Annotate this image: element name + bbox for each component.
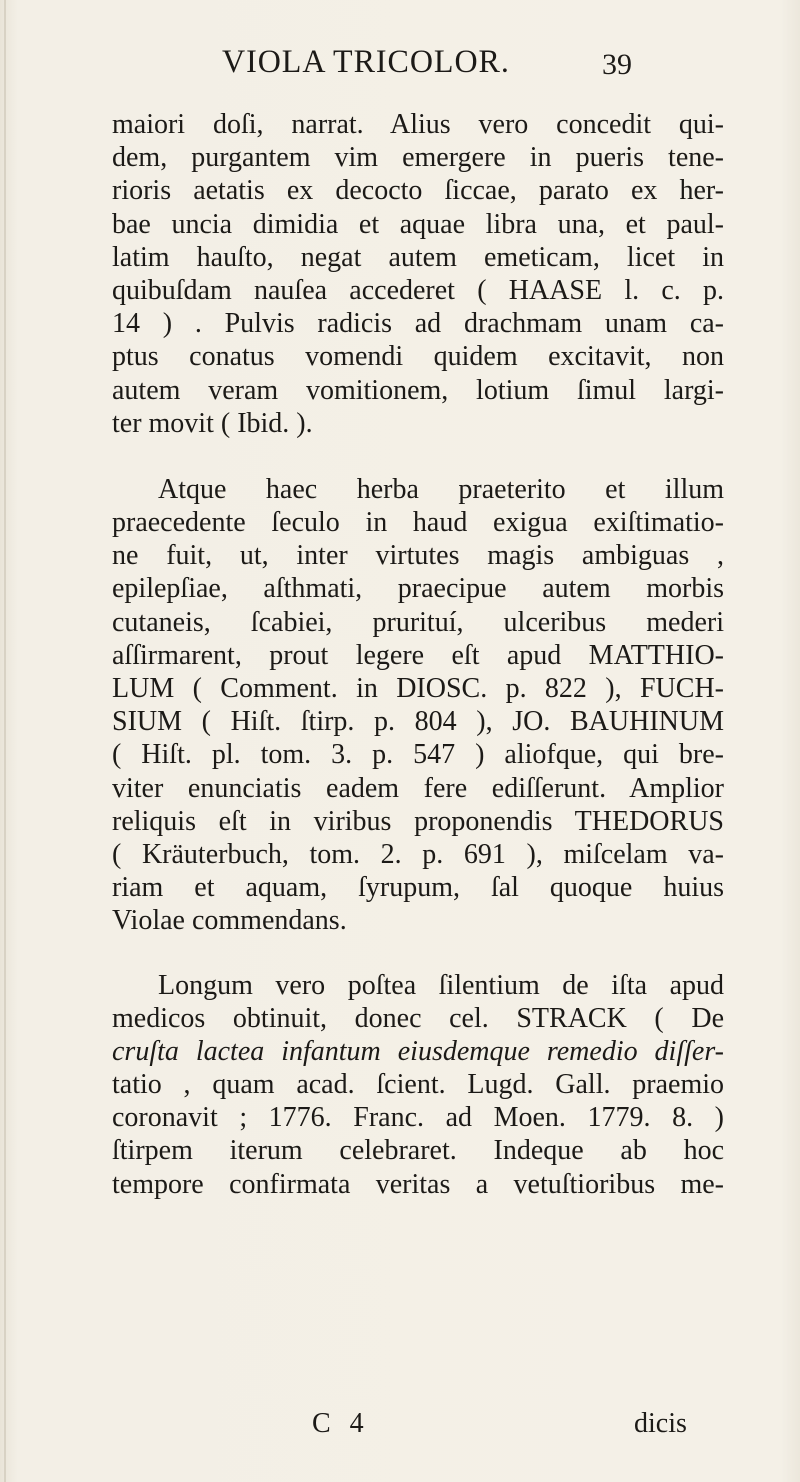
- paragraph-gap: [112, 938, 724, 969]
- text-line: ptus conatus vomendi quidem excitavit, non: [112, 341, 724, 373]
- signature-mark: C 4: [312, 1408, 370, 1439]
- text-line: bae uncia dimidia et aquae libra una, et paul-: [112, 208, 724, 240]
- page-footer: [112, 1406, 724, 1442]
- paragraph-gap: [112, 440, 724, 473]
- text-line: cruſta lactea infantum eiusdemque remedio diſſer-: [112, 1035, 724, 1067]
- page-number: 39: [602, 48, 632, 81]
- text-line: maiori doſi, narrat. Alius vero concedit qui-: [112, 109, 724, 140]
- text-line: ſtirpem iterum celebraret. Indeque ab hoc: [112, 1135, 724, 1167]
- text-line: epilepſiae, aſthmati, praecipue autem morbis: [112, 573, 724, 605]
- text-line: praecedente ſeculo in haud exigua exiſtimatio-: [112, 507, 724, 539]
- text-line: viter enunciatis eadem fere ediſſerunt. Amplior: [112, 772, 724, 804]
- body-text: [112, 108, 724, 1201]
- text-line: tatio , quam acad. ſcient. Lugd. Gall. praemio: [112, 1069, 724, 1101]
- text-line: ( Kräuterbuch, tom. 2. p. 691 ), miſcelam va-: [112, 838, 724, 870]
- paragraph-1: [112, 108, 724, 440]
- catchword: dicis: [634, 1408, 687, 1439]
- text-line: reliquis eſt in viribus proponendis THEDORUS: [112, 805, 724, 837]
- text-line: aſſirmarent, prout legere eſt apud MATTHIO-: [112, 639, 724, 671]
- text-line: coronavit ; 1776. Franc. ad Moen. 1779. 8. ): [112, 1102, 724, 1134]
- text-line: ( Hiſt. pl. tom. 3. p. 547 ) aliofque, qui bre-: [112, 739, 724, 771]
- paragraph-2: [112, 473, 724, 938]
- text-line: SIUM ( Hiſt. ſtirp. p. 804 ), JO. BAUHINUM: [112, 706, 724, 738]
- text-line: Longum vero poſtea ſilentium de iſta apud: [158, 969, 724, 1001]
- text-line: dem, purgantem vim emergere in pueris tene-: [112, 142, 724, 174]
- binding-edge: [4, 0, 6, 1482]
- text-line: tempore confirmata veritas a vetuſtioribus me-: [112, 1168, 724, 1200]
- running-title: VIOLA TRICOLOR.: [222, 44, 510, 80]
- text-line: Atque haec herba praeterito et illum: [158, 473, 724, 505]
- text-line: Violae commendans.: [112, 905, 347, 937]
- text-line: cutaneis, ſcabiei, prurituí, ulceribus mederi: [112, 606, 724, 638]
- paragraph-3: [112, 969, 724, 1201]
- page-header: [0, 44, 800, 94]
- text-line: riam et aquam, ſyrupum, ſal quoque huius: [112, 872, 724, 904]
- text-line: quibuſdam nauſea accederet ( HAASE l. c. p.: [112, 274, 724, 306]
- text-line: autem veram vomitionem, lotium ſimul largi-: [112, 374, 724, 406]
- text-line: ne fuit, ut, inter virtutes magis ambiguas ,: [112, 540, 724, 572]
- text-line: ter movit ( Ibid. ).: [112, 407, 313, 439]
- text-line: 14 ) . Pulvis radicis ad drachmam unam ca-: [112, 308, 724, 340]
- text-line: rioris aetatis ex decocto ſiccae, parato ex her-: [112, 175, 724, 207]
- text-line: medicos obtinuit, donec cel. STRACK ( De: [112, 1002, 724, 1034]
- text-line: latim hauſto, negat autem emeticam, licet in: [112, 241, 724, 273]
- text-line: LUM ( Comment. in DIOSC. p. 822 ), FUCH-: [112, 673, 724, 704]
